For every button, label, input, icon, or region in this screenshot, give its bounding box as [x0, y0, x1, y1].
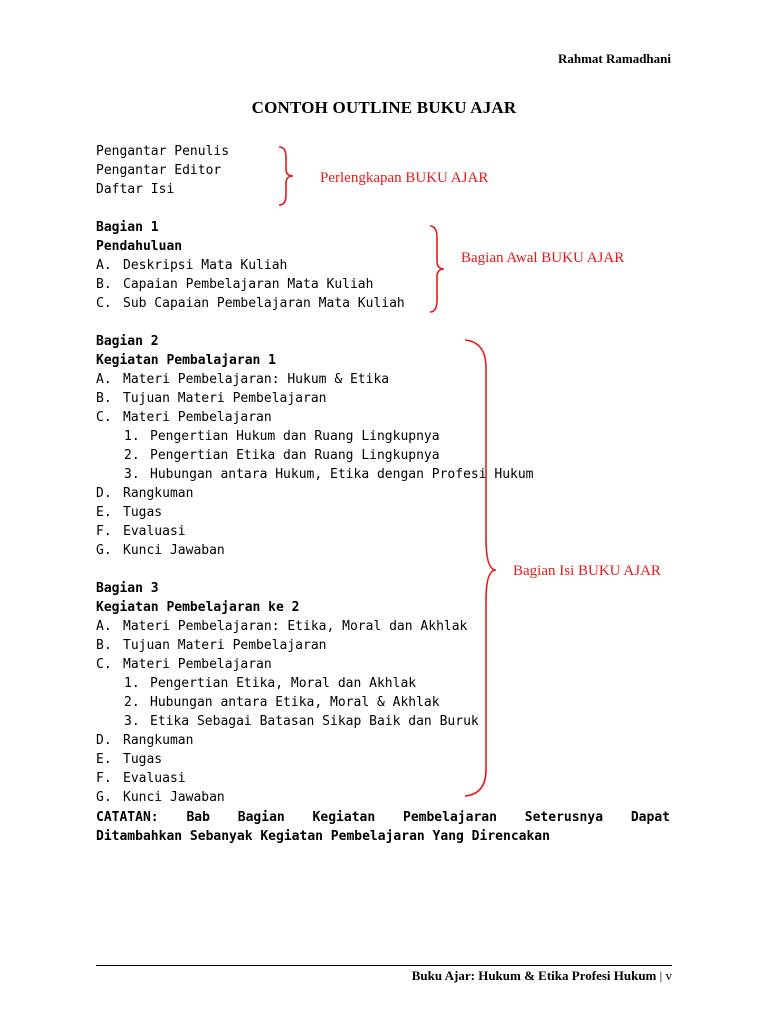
page-number: v: [665, 968, 672, 983]
front-matter-item: Pengantar Penulis: [96, 144, 230, 159]
page-title: CONTOH OUTLINE BUKU AJAR: [251, 98, 517, 117]
note-paragraph: [96, 808, 670, 846]
list-item: E. Tugas: [96, 505, 163, 520]
section-subheading: Pendahuluan: [96, 239, 183, 254]
list-item: A. Materi Pembelajaran: Hukum & Etika: [96, 372, 390, 387]
annotation-perlengkapan: Perlengkapan BUKU AJAR: [320, 170, 489, 186]
author-name: Rahmat Ramadhani: [557, 51, 671, 66]
list-item: G. Kunci Jawaban: [96, 543, 225, 558]
list-item: C. Materi Pembelajaran: [96, 410, 272, 425]
front-matter-item: Pengantar Editor: [96, 163, 222, 178]
list-item: B. Capaian Pembelajaran Mata Kuliah: [96, 277, 374, 292]
section-heading: Bagian 2: [96, 334, 159, 349]
bagian-isi-brace: [462, 338, 502, 798]
list-item: F. Evaluasi: [96, 524, 186, 539]
front-matter-item: Daftar Isi: [96, 182, 175, 197]
bagian-awal-brace: [427, 224, 447, 314]
section-subheading: Kegiatan Pembalajaran 1: [96, 353, 277, 368]
note-line: CATATAN: Bab Bagian Kegiatan Pembelajaran Seterusnya Dapat: [96, 810, 670, 825]
sub-list-item: 1. Pengertian Hukum dan Ruang Lingkupnya: [124, 429, 440, 444]
list-item: A. Deskripsi Mata Kuliah: [96, 258, 288, 273]
list-item: F. Evaluasi: [96, 771, 186, 786]
list-item: C. Sub Capaian Pembelajaran Mata Kuliah: [96, 296, 405, 311]
list-item: B. Tujuan Materi Pembelajaran: [96, 391, 327, 406]
list-item: C. Materi Pembelajaran: [96, 657, 272, 672]
section-subheading: Kegiatan Pembelajaran ke 2: [96, 600, 300, 615]
annotation-bagian-isi: Bagian Isi BUKU AJAR: [513, 563, 661, 579]
annotation-bagian-awal: Bagian Awal BUKU AJAR: [461, 250, 625, 266]
note-line: Ditambahkan Sebanyak Kegiatan Pembelajaran Yang Direncakan: [96, 829, 550, 844]
list-item: D. Rangkuman: [96, 486, 194, 501]
sub-list-item: 3. Etika Sebagai Batasan Sikap Baik dan Buruk: [124, 714, 479, 729]
section-heading: Bagian 3: [96, 581, 159, 596]
front-matter-brace: [276, 145, 296, 207]
footer-divider: [96, 965, 672, 966]
footer-title: Buku Ajar: Hukum & Etika Profesi Hukum: [411, 968, 657, 983]
sub-list-item: 3. Hubungan antara Hukum, Etika dengan Profesi Hukum: [124, 467, 534, 482]
sub-list-item: 1. Pengertian Etika, Moral dan Akhlak: [124, 676, 417, 691]
list-item: A. Materi Pembelajaran: Etika, Moral dan Akhlak: [96, 619, 468, 634]
page-footer: [412, 968, 672, 984]
sub-list-item: 2. Hubungan antara Etika, Moral & Akhlak: [124, 695, 440, 710]
footer-separator: |: [659, 968, 663, 983]
sub-list-item: 2. Pengertian Etika dan Ruang Lingkupnya: [124, 448, 440, 463]
list-item: D. Rangkuman: [96, 733, 194, 748]
list-item: E. Tugas: [96, 752, 163, 767]
list-item: G. Kunci Jawaban: [96, 790, 225, 805]
section-heading: Bagian 1: [96, 220, 159, 235]
list-item: B. Tujuan Materi Pembelajaran: [96, 638, 327, 653]
